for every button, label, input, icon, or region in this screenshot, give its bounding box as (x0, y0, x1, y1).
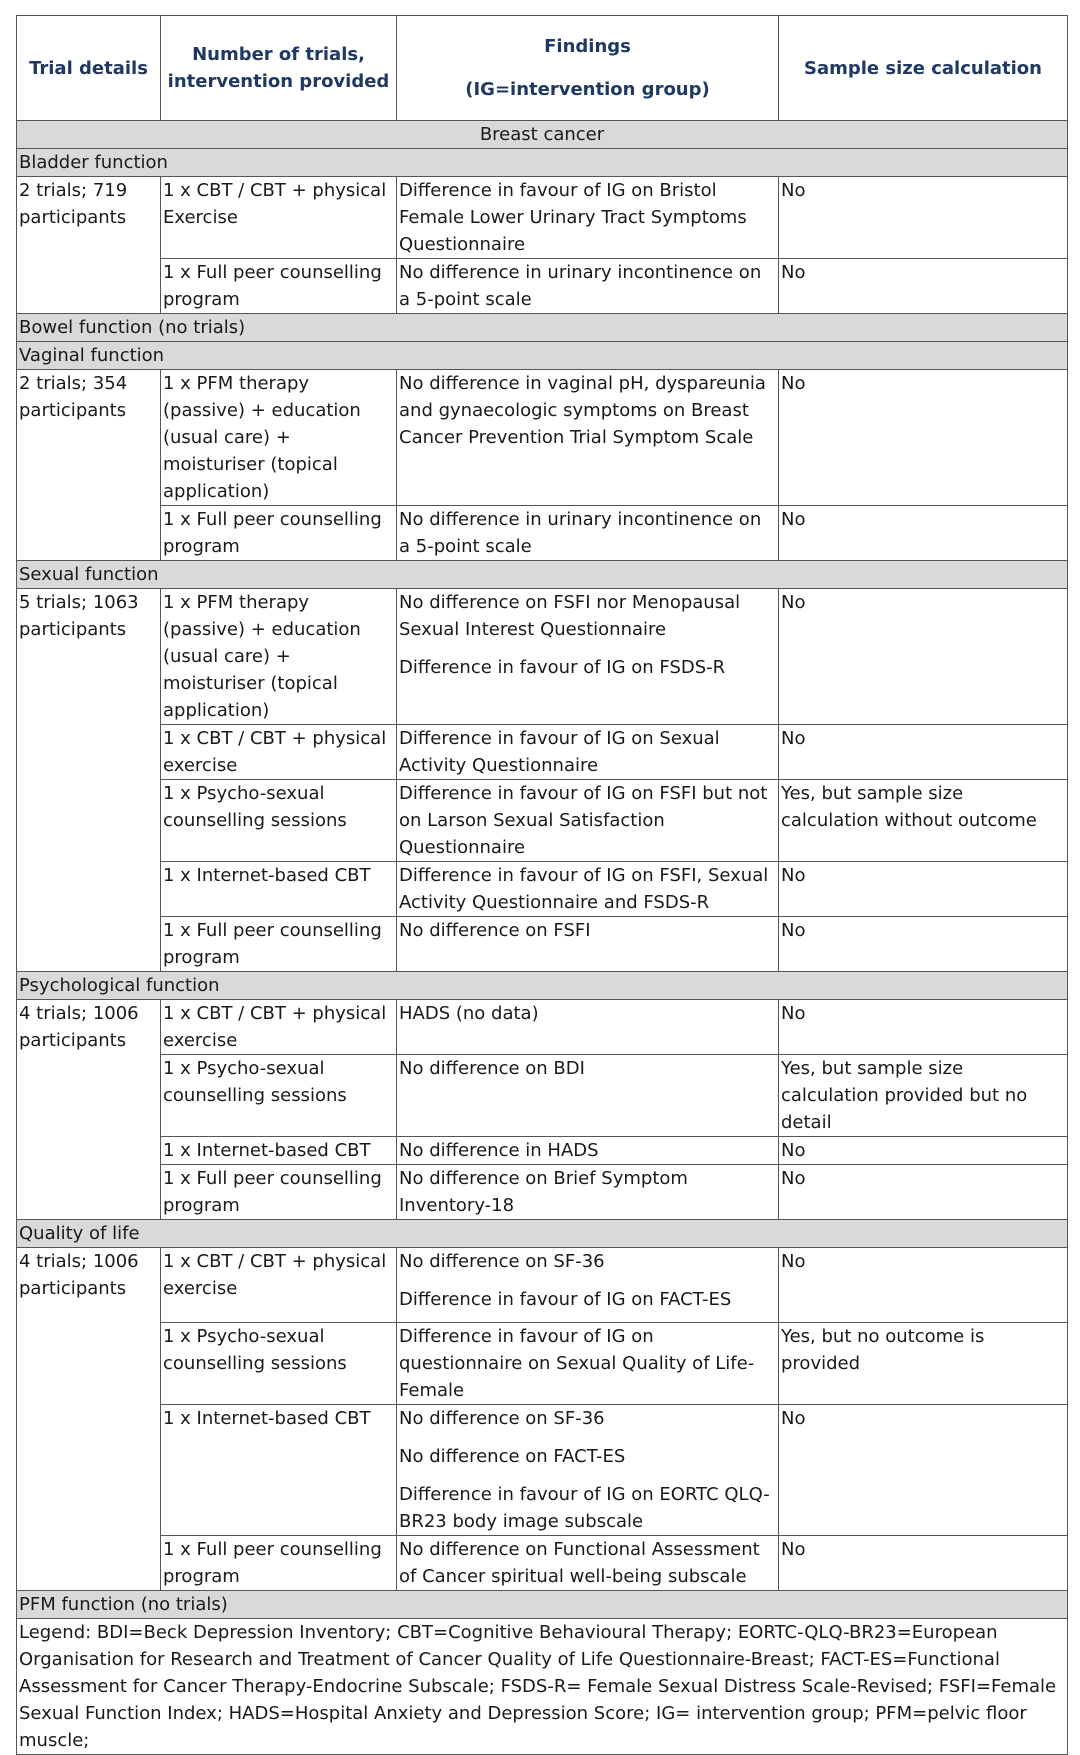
header-findings (397, 16, 779, 121)
sample-size-cell: No (779, 1536, 1068, 1591)
findings-cell (397, 917, 779, 972)
table-row (17, 780, 1068, 862)
section-header-row (17, 342, 1068, 370)
section-title: Quality of life (17, 1220, 1068, 1248)
cancer-type-row (17, 121, 1068, 149)
table-row (17, 589, 1068, 725)
table-row (17, 1405, 1068, 1536)
intervention-cell: 1 x Full peer counselling program (161, 1536, 397, 1591)
trial-details-cell: 5 trials; 1063 participants (17, 589, 161, 972)
sample-size-cell: No (779, 177, 1068, 259)
finding-text: No difference on SF-36 (399, 1408, 605, 1429)
legend-text: Legend: BDI=Beck Depression Inventory; CBT=Cognitive Behavioural Therapy; EORTC-QLQ-BR23=European Organisation for Research and Treatment of Cancer Quality of Life Questionnaire-Breast; FACT-ES=Functional Assessment for Cancer Therapy-Endocrine Subscale; FSDS-R= Female Sexual Distress Scale-Revised; FSFI=Female Sexual Function Index; HADS=Hospital Anxiety and Depression Score; IG= intervention group; PFM=pelvic floor muscle; (17, 1619, 1068, 1755)
finding-text: No difference on BDI (399, 1058, 585, 1079)
intervention-cell: 1 x Full peer counselling program (161, 1165, 397, 1220)
sample-size-cell: Yes, but sample size calculation provided but no detail (779, 1055, 1068, 1137)
sample-size-cell: No (779, 725, 1068, 780)
findings-cell (397, 1536, 779, 1591)
table-row (17, 1165, 1068, 1220)
cancer-type-label: Breast cancer (17, 121, 1068, 149)
finding-text: Difference in favour of IG on EORTC QLQ-BR23 body image subscale (399, 1484, 770, 1532)
sample-size-cell: No (779, 1000, 1068, 1055)
intervention-cell: 1 x CBT / CBT + physical Exercise (161, 177, 397, 259)
finding-text: Difference in favour of IG on Sexual Activity Questionnaire (399, 728, 720, 776)
evidence-table-container (16, 15, 1067, 1755)
findings-cell (397, 259, 779, 314)
sample-size-cell: No (779, 506, 1068, 561)
trial-details-cell: 4 trials; 1006 participants (17, 1000, 161, 1220)
intervention-cell: 1 x CBT / CBT + physical exercise (161, 1248, 397, 1323)
finding-text: No difference in vaginal pH, dyspareunia and gynaecologic symptoms on Breast Cancer Prevention Trial Symptom Scale (399, 373, 766, 448)
table-row (17, 1536, 1068, 1591)
finding-text: Difference in favour of IG on FACT-ES (399, 1289, 732, 1310)
intervention-cell: 1 x Internet-based CBT (161, 1405, 397, 1536)
finding-text: HADS (no data) (399, 1003, 539, 1024)
sample-size-cell: No (779, 1405, 1068, 1536)
header-findings-subtitle: (IG=intervention group) (465, 79, 710, 100)
finding-text: No difference in urinary incontinence on a 5-point scale (399, 262, 762, 310)
findings-cell (397, 1248, 779, 1323)
intervention-cell: 1 x Internet-based CBT (161, 862, 397, 917)
finding-text: No difference on FSFI nor Menopausal Sexual Interest Questionnaire (399, 592, 741, 640)
intervention-cell: 1 x PFM therapy (passive) + education (usual care) + moisturiser (topical application) (161, 589, 397, 725)
section-title: Psychological function (17, 972, 1068, 1000)
evidence-table (16, 15, 1068, 1755)
findings-cell (397, 1405, 779, 1536)
section-title: Vaginal function (17, 342, 1068, 370)
table-row (17, 1055, 1068, 1137)
intervention-cell: 1 x Internet-based CBT (161, 1137, 397, 1165)
trial-details-cell: 2 trials; 354 participants (17, 370, 161, 561)
trial-details-cell: 2 trials; 719 participants (17, 177, 161, 314)
findings-cell (397, 1165, 779, 1220)
findings-cell (397, 1055, 779, 1137)
header-trial-details: Trial details (17, 16, 161, 121)
finding-text: Difference in favour of IG on FSFI but not on Larson Sexual Satisfaction Questionnaire (399, 783, 768, 858)
header-intervention: Number of trials, intervention provided (161, 16, 397, 121)
intervention-cell: 1 x PFM therapy (passive) + education (usual care) + moisturiser (topical application) (161, 370, 397, 506)
table-row (17, 917, 1068, 972)
section-header-row (17, 1591, 1068, 1619)
findings-cell (397, 1137, 779, 1165)
findings-cell (397, 177, 779, 259)
finding-text: No difference in HADS (399, 1140, 599, 1161)
finding-text: No difference on FSFI (399, 920, 591, 941)
finding-text: No difference on FACT-ES (399, 1446, 626, 1467)
table-row (17, 862, 1068, 917)
finding-text: Difference in favour of IG on questionnaire on Sexual Quality of Life-Female (399, 1326, 755, 1401)
sample-size-cell: No (779, 1248, 1068, 1323)
sample-size-cell: No (779, 1165, 1068, 1220)
sample-size-cell: Yes, but no outcome is provided (779, 1323, 1068, 1405)
section-header-row (17, 972, 1068, 1000)
intervention-cell: 1 x CBT / CBT + physical exercise (161, 1000, 397, 1055)
section-header-row (17, 561, 1068, 589)
finding-text: No difference in urinary incontinence on a 5-point scale (399, 509, 762, 557)
intervention-cell: 1 x Psycho-sexual counselling sessions (161, 1055, 397, 1137)
table-row (17, 1137, 1068, 1165)
findings-cell (397, 780, 779, 862)
section-header-row (17, 314, 1068, 342)
section-title: Bladder function (17, 149, 1068, 177)
finding-text: No difference on Brief Symptom Inventory-18 (399, 1168, 688, 1216)
findings-cell (397, 1323, 779, 1405)
sample-size-cell: No (779, 862, 1068, 917)
trial-details-cell: 4 trials; 1006 participants (17, 1248, 161, 1591)
table-row (17, 1000, 1068, 1055)
findings-cell (397, 506, 779, 561)
table-row (17, 177, 1068, 259)
header-row (17, 16, 1068, 121)
table-row (17, 370, 1068, 506)
table-row (17, 506, 1068, 561)
findings-cell (397, 862, 779, 917)
intervention-cell: 1 x Psycho-sexual counselling sessions (161, 780, 397, 862)
section-header-row (17, 149, 1068, 177)
intervention-cell: 1 x CBT / CBT + physical exercise (161, 725, 397, 780)
intervention-cell: 1 x Full peer counselling program (161, 259, 397, 314)
finding-text: Difference in favour of IG on FSFI, Sexual Activity Questionnaire and FSDS-R (399, 865, 769, 913)
findings-cell (397, 1000, 779, 1055)
findings-cell (397, 589, 779, 725)
section-title: PFM function (no trials) (17, 1591, 1068, 1619)
sample-size-cell: No (779, 1137, 1068, 1165)
legend-row (17, 1619, 1068, 1755)
section-header-row (17, 1220, 1068, 1248)
finding-text: Difference in favour of IG on FSDS-R (399, 657, 726, 678)
finding-text: No difference on SF-36 (399, 1251, 605, 1272)
table-row (17, 725, 1068, 780)
finding-text: No difference on Functional Assessment of Cancer spiritual well-being subscale (399, 1539, 760, 1587)
header-sample-size: Sample size calculation (779, 16, 1068, 121)
intervention-cell: 1 x Psycho-sexual counselling sessions (161, 1323, 397, 1405)
sample-size-cell: No (779, 917, 1068, 972)
section-title: Bowel function (no trials) (17, 314, 1068, 342)
sample-size-cell: No (779, 589, 1068, 725)
sample-size-cell: No (779, 259, 1068, 314)
findings-cell (397, 725, 779, 780)
finding-text: Difference in favour of IG on Bristol Female Lower Urinary Tract Symptoms Questionnaire (399, 180, 747, 255)
sample-size-cell: Yes, but sample size calculation without outcome (779, 780, 1068, 862)
section-title: Sexual function (17, 561, 1068, 589)
table-row (17, 1323, 1068, 1405)
intervention-cell: 1 x Full peer counselling program (161, 917, 397, 972)
findings-cell (397, 370, 779, 506)
intervention-cell: 1 x Full peer counselling program (161, 506, 397, 561)
table-row (17, 259, 1068, 314)
table-body (17, 121, 1068, 1755)
header-findings-title: Findings (544, 36, 631, 57)
table-row (17, 1248, 1068, 1323)
sample-size-cell: No (779, 370, 1068, 506)
